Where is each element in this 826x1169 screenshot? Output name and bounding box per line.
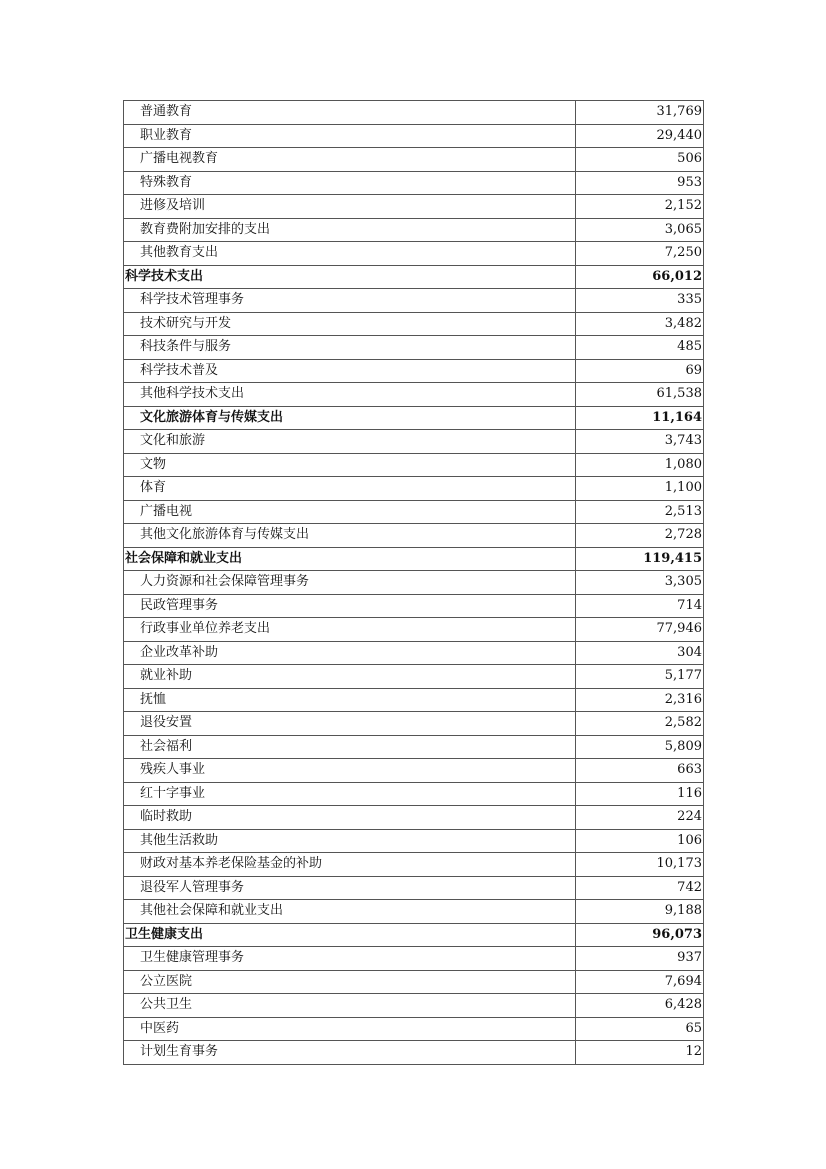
- item-name-cell: 卫生健康管理事务: [124, 947, 576, 971]
- item-name-cell: 进修及培训: [124, 195, 576, 219]
- item-value-cell: 2,152: [576, 195, 704, 219]
- item-name-cell: 计划生育事务: [124, 1041, 576, 1065]
- item-name-cell: 退役军人管理事务: [124, 876, 576, 900]
- category-row: [124, 406, 704, 430]
- item-name-cell: 退役安置: [124, 712, 576, 736]
- item-name-cell: 中医药: [124, 1017, 576, 1041]
- table-row: [124, 853, 704, 877]
- category-value-cell: 119,415: [576, 547, 704, 571]
- item-value-cell: 335: [576, 289, 704, 313]
- item-value-cell: 3,743: [576, 430, 704, 454]
- table-row: [124, 124, 704, 148]
- table-row: [124, 430, 704, 454]
- item-name-cell: 抚恤: [124, 688, 576, 712]
- table-row: [124, 900, 704, 924]
- table-row: [124, 195, 704, 219]
- table-body: [124, 101, 704, 1065]
- item-value-cell: 2,582: [576, 712, 704, 736]
- table-row: [124, 782, 704, 806]
- category-name-cell: 卫生健康支出: [124, 923, 576, 947]
- item-value-cell: 304: [576, 641, 704, 665]
- item-value-cell: 663: [576, 759, 704, 783]
- table-row: [124, 312, 704, 336]
- item-value-cell: 77,946: [576, 618, 704, 642]
- category-row: [124, 923, 704, 947]
- table-row: [124, 594, 704, 618]
- item-value-cell: 106: [576, 829, 704, 853]
- item-value-cell: 116: [576, 782, 704, 806]
- table-row: [124, 359, 704, 383]
- table-row: [124, 500, 704, 524]
- item-value-cell: 29,440: [576, 124, 704, 148]
- item-name-cell: 体育: [124, 477, 576, 501]
- table-row: [124, 970, 704, 994]
- table-row: [124, 759, 704, 783]
- table-row: [124, 148, 704, 172]
- table-row: [124, 712, 704, 736]
- item-value-cell: 2,316: [576, 688, 704, 712]
- item-name-cell: 行政事业单位养老支出: [124, 618, 576, 642]
- item-value-cell: 2,513: [576, 500, 704, 524]
- item-name-cell: 文化和旅游: [124, 430, 576, 454]
- item-name-cell: 广播电视教育: [124, 148, 576, 172]
- table-row: [124, 618, 704, 642]
- item-name-cell: 就业补助: [124, 665, 576, 689]
- item-value-cell: 3,482: [576, 312, 704, 336]
- item-value-cell: 61,538: [576, 383, 704, 407]
- category-name-cell: 社会保障和就业支出: [124, 547, 576, 571]
- table-row: [124, 688, 704, 712]
- item-value-cell: 2,728: [576, 524, 704, 548]
- item-value-cell: 5,809: [576, 735, 704, 759]
- item-name-cell: 残疾人事业: [124, 759, 576, 783]
- table-row: [124, 829, 704, 853]
- item-name-cell: 技术研究与开发: [124, 312, 576, 336]
- table-row: [124, 289, 704, 313]
- table-row: [124, 947, 704, 971]
- table-row: [124, 1017, 704, 1041]
- category-value-cell: 11,164: [576, 406, 704, 430]
- category-value-cell: 66,012: [576, 265, 704, 289]
- item-value-cell: 7,694: [576, 970, 704, 994]
- table-row: [124, 1041, 704, 1065]
- table-row: [124, 336, 704, 360]
- item-name-cell: 普通教育: [124, 101, 576, 125]
- budget-expenditure-table: [123, 100, 704, 1065]
- item-value-cell: 742: [576, 876, 704, 900]
- item-name-cell: 特殊教育: [124, 171, 576, 195]
- item-value-cell: 937: [576, 947, 704, 971]
- item-value-cell: 6,428: [576, 994, 704, 1018]
- item-name-cell: 科学技术管理事务: [124, 289, 576, 313]
- item-name-cell: 其他教育支出: [124, 242, 576, 266]
- item-name-cell: 广播电视: [124, 500, 576, 524]
- item-value-cell: 224: [576, 806, 704, 830]
- item-name-cell: 公立医院: [124, 970, 576, 994]
- table-row: [124, 876, 704, 900]
- table-row: [124, 218, 704, 242]
- item-value-cell: 69: [576, 359, 704, 383]
- item-name-cell: 科学技术普及: [124, 359, 576, 383]
- item-name-cell: 职业教育: [124, 124, 576, 148]
- item-name-cell: 公共卫生: [124, 994, 576, 1018]
- table-row: [124, 994, 704, 1018]
- table-row: [124, 665, 704, 689]
- table-row: [124, 806, 704, 830]
- item-name-cell: 文物: [124, 453, 576, 477]
- item-value-cell: 1,100: [576, 477, 704, 501]
- item-value-cell: 7,250: [576, 242, 704, 266]
- item-value-cell: 65: [576, 1017, 704, 1041]
- item-name-cell: 其他文化旅游体育与传媒支出: [124, 524, 576, 548]
- item-value-cell: 1,080: [576, 453, 704, 477]
- table-row: [124, 171, 704, 195]
- item-value-cell: 3,305: [576, 571, 704, 595]
- item-name-cell: 民政管理事务: [124, 594, 576, 618]
- item-value-cell: 5,177: [576, 665, 704, 689]
- table-row: [124, 641, 704, 665]
- item-value-cell: 9,188: [576, 900, 704, 924]
- item-value-cell: 12: [576, 1041, 704, 1065]
- table-row: [124, 383, 704, 407]
- item-name-cell: 其他科学技术支出: [124, 383, 576, 407]
- item-name-cell: 科技条件与服务: [124, 336, 576, 360]
- category-row: [124, 265, 704, 289]
- item-name-cell: 企业改革补助: [124, 641, 576, 665]
- item-name-cell: 红十字事业: [124, 782, 576, 806]
- category-row: [124, 547, 704, 571]
- item-name-cell: 人力资源和社会保障管理事务: [124, 571, 576, 595]
- table-row: [124, 571, 704, 595]
- table-row: [124, 101, 704, 125]
- item-value-cell: 10,173: [576, 853, 704, 877]
- item-value-cell: 3,065: [576, 218, 704, 242]
- table-row: [124, 242, 704, 266]
- item-name-cell: 临时救助: [124, 806, 576, 830]
- item-value-cell: 485: [576, 336, 704, 360]
- table-row: [124, 735, 704, 759]
- table-row: [124, 477, 704, 501]
- table-row: [124, 524, 704, 548]
- item-name-cell: 教育费附加安排的支出: [124, 218, 576, 242]
- category-name-cell: 科学技术支出: [124, 265, 576, 289]
- item-name-cell: 其他生活救助: [124, 829, 576, 853]
- category-name-cell: 文化旅游体育与传媒支出: [124, 406, 576, 430]
- table-row: [124, 453, 704, 477]
- item-value-cell: 506: [576, 148, 704, 172]
- item-value-cell: 953: [576, 171, 704, 195]
- item-name-cell: 财政对基本养老保险基金的补助: [124, 853, 576, 877]
- item-name-cell: 社会福利: [124, 735, 576, 759]
- item-value-cell: 31,769: [576, 101, 704, 125]
- item-name-cell: 其他社会保障和就业支出: [124, 900, 576, 924]
- item-value-cell: 714: [576, 594, 704, 618]
- category-value-cell: 96,073: [576, 923, 704, 947]
